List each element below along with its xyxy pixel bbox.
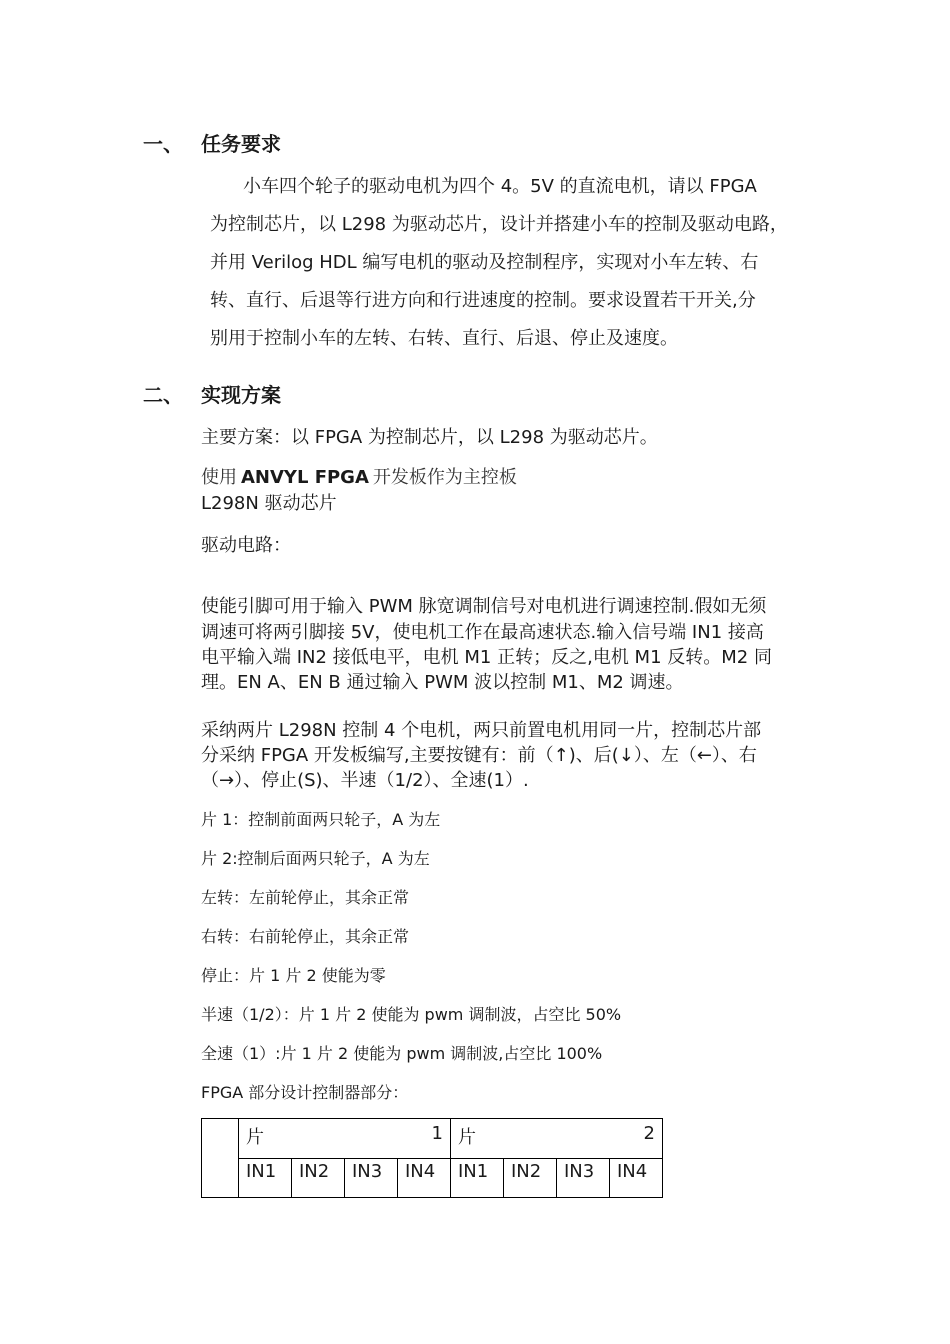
task-line-4: 转、直行、后退等行进方向和行进速度的控制。要求设置若干开关,分 bbox=[210, 290, 756, 311]
task-line-2: 为控制芯片，以 L298 为驱动芯片，设计并搭建小车的控制及驱动电路， bbox=[210, 214, 788, 235]
rule-line: 停止：片 1 片 2 使能为零 bbox=[201, 966, 386, 985]
chip2-label: 片 bbox=[458, 1127, 476, 1148]
rule-line: 右转：右前轮停止，其余正常 bbox=[201, 927, 410, 946]
input-header-cell: IN4 bbox=[610, 1159, 663, 1198]
circuit-label: 驱动电路： bbox=[201, 535, 291, 556]
input-header-cell: IN4 bbox=[398, 1159, 451, 1198]
table-corner-cell bbox=[202, 1119, 239, 1198]
chip1-number: 1 bbox=[431, 1123, 443, 1144]
rule-line: FPGA 部分设计控制器部分： bbox=[201, 1083, 409, 1102]
input-header-cell: IN1 bbox=[239, 1159, 292, 1198]
input-header-cell: IN3 bbox=[557, 1159, 610, 1198]
para2-line-1: 采纳两片 L298N 控制 4 个电机，两只前置电机用同一片，控制芯片部 bbox=[201, 720, 762, 741]
chip2-header bbox=[451, 1119, 663, 1159]
para1-line-1: 使能引脚可用于输入 PWM 脉宽调制信号对电机进行调速控制.假如无须 bbox=[201, 596, 767, 617]
board-suffix: 开发板作为主控板 bbox=[372, 467, 517, 488]
rule-line: 片 2:控制后面两只轮子，A 为左 bbox=[201, 849, 430, 868]
section2-number: 二、 bbox=[143, 383, 183, 407]
input-header-cell: IN3 bbox=[345, 1159, 398, 1198]
rule-line: 左转：左前轮停止，其余正常 bbox=[201, 888, 410, 907]
chip1-header bbox=[239, 1119, 451, 1159]
para1-line-4: 理。EN A、EN B 通过输入 PWM 波以控制 M1、M2 调速。 bbox=[201, 672, 684, 693]
task-line-1: 小车四个轮子的驱动电机为四个 4。5V 的直流电机，请以 FPGA bbox=[243, 176, 757, 197]
main-plan: 主要方案：以 FPGA 为控制芯片，以 L298 为驱动芯片。 bbox=[201, 427, 658, 448]
board-line bbox=[201, 463, 517, 489]
input-header-cell: IN2 bbox=[504, 1159, 557, 1198]
chip1-label: 片 bbox=[246, 1127, 264, 1148]
section2-title: 实现方案 bbox=[201, 383, 281, 407]
task-line-5: 别用于控制小车的左转、右转、直行、后退、停止及速度。 bbox=[210, 328, 678, 349]
driver-chip: L298N 驱动芯片 bbox=[201, 493, 337, 514]
para1-line-2: 调速可将两引脚接 5V，使电机工作在最高速状态.输入信号端 IN1 接高 bbox=[201, 622, 764, 643]
input-header-cell: IN1 bbox=[451, 1159, 504, 1198]
rule-line: 全速（1）:片 1 片 2 使能为 pwm 调制波,占空比 100% bbox=[201, 1044, 603, 1063]
input-header-cell: IN2 bbox=[292, 1159, 345, 1198]
board-name: ANVYL FPGA bbox=[241, 467, 369, 488]
rule-line: 半速（1/2）：片 1 片 2 使能为 pwm 调制波，占空比 50% bbox=[201, 1005, 622, 1024]
para1-line-3: 电平输入端 IN2 接低电平，电机 M1 正转；反之,电机 M1 反转。M2 同 bbox=[201, 647, 772, 668]
section1-number: 一、 bbox=[143, 132, 183, 156]
chip2-number: 2 bbox=[643, 1123, 655, 1144]
task-line-3: 并用 Verilog HDL 编写电机的驱动及控制程序，实现对小车左转、右 bbox=[210, 252, 759, 273]
section1-title: 任务要求 bbox=[201, 132, 281, 156]
controller-table bbox=[201, 1118, 663, 1198]
board-prefix: 使用 bbox=[201, 467, 237, 488]
rule-line: 片 1：控制前面两只轮子，A 为左 bbox=[201, 810, 441, 829]
para2-line-3: （→）、停止(S)、半速（1/2）、全速(1）. bbox=[201, 770, 529, 791]
para2-line-2: 分采纳 FPGA 开发板编写,主要按键有：前（↑)、后(↓）、左（←）、右 bbox=[201, 745, 757, 766]
